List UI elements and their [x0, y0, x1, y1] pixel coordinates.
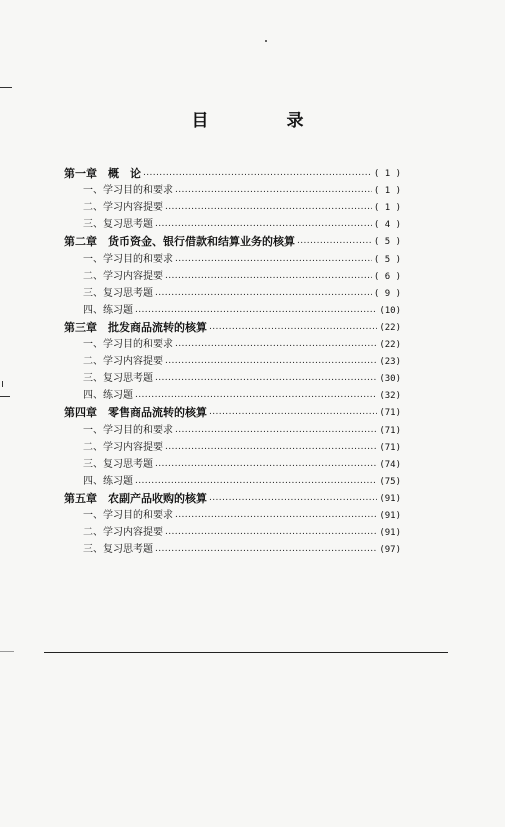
dot-leader [175, 185, 372, 197]
dot-leader [209, 407, 377, 419]
toc-chapter[interactable] [64, 231, 401, 248]
section-title: 一、学习目的和要求 [83, 185, 173, 197]
section-title: 二、学习内容提要 [83, 441, 163, 453]
scan-mark [0, 651, 14, 652]
section-title: 二、学习内容提要 [83, 202, 163, 214]
toc-chapter[interactable] [64, 402, 401, 419]
toc-section[interactable] [64, 334, 401, 351]
section-title: 四、练习题 [83, 475, 133, 487]
section-title: 三、复习思考题 [83, 219, 153, 231]
page-number: (91) [379, 510, 401, 521]
chapter-title: 第二章 货币资金、银行借款和结算业务的核算 [64, 235, 295, 249]
section-title: 一、学习目的和要求 [83, 509, 173, 521]
page-number: (71) [379, 408, 401, 419]
section-title: 四、练习题 [83, 304, 133, 316]
page-number: (32) [379, 391, 401, 402]
page-number: ( 4 ) [373, 220, 401, 231]
page-number: (74) [379, 459, 401, 470]
toc-section[interactable] [64, 454, 401, 471]
page-number: ( 1 ) [373, 169, 401, 180]
dot-leader [165, 271, 372, 283]
section-title: 三、复习思考题 [83, 287, 153, 299]
toc-title: 目 录 [191, 111, 340, 131]
dot-leader [165, 527, 377, 539]
toc-section[interactable] [64, 214, 401, 231]
page-number: ( 5 ) [373, 254, 401, 265]
table-of-contents [64, 163, 401, 556]
toc-chapter[interactable] [64, 488, 401, 505]
toc-section[interactable] [64, 522, 401, 539]
dot-leader [155, 544, 377, 556]
page-number: (10) [379, 305, 401, 316]
page-number: (91) [379, 528, 401, 539]
toc-section[interactable] [64, 351, 401, 368]
toc-section[interactable] [64, 539, 401, 556]
dot-leader [155, 373, 377, 385]
dot-leader [155, 219, 372, 231]
toc-section[interactable] [64, 197, 401, 214]
page-number: (30) [379, 374, 401, 385]
dot-leader [135, 476, 377, 488]
toc-section[interactable] [64, 368, 401, 385]
page-number: ( 5 ) [373, 237, 401, 248]
page-number: ( 6 ) [373, 271, 401, 282]
page-number: (75) [379, 476, 401, 487]
toc-section[interactable] [64, 283, 401, 300]
chapter-title: 第一章 概 论 [64, 167, 141, 181]
dot-leader [135, 305, 377, 317]
dot-leader [175, 254, 372, 266]
toc-section[interactable] [64, 419, 401, 436]
section-title: 三、复习思考题 [83, 544, 153, 556]
dot-leader [135, 390, 377, 402]
section-title: 一、学习目的和要求 [83, 339, 173, 351]
dot-leader [175, 425, 377, 437]
page-number: ( 1 ) [373, 203, 401, 214]
section-title: 三、复习思考题 [83, 458, 153, 470]
page-number: (23) [379, 357, 401, 368]
page-number: (71) [379, 425, 401, 436]
toc-section[interactable] [64, 505, 401, 522]
toc-chapter[interactable] [64, 317, 401, 334]
scan-mark [265, 40, 267, 42]
section-title: 四、练习题 [83, 390, 133, 402]
toc-section[interactable] [64, 266, 401, 283]
section-title: 二、学习内容提要 [83, 356, 163, 368]
toc-section[interactable] [64, 300, 401, 317]
page-number: (71) [379, 442, 401, 453]
dot-leader [209, 322, 377, 334]
section-title: 二、学习内容提要 [83, 527, 163, 539]
page-number: (22) [379, 340, 401, 351]
scan-mark [0, 396, 10, 397]
dot-leader [155, 459, 377, 471]
dot-leader [165, 442, 377, 454]
dot-leader [175, 339, 377, 351]
toc-section[interactable] [64, 248, 401, 265]
section-title: 一、学习目的和要求 [83, 253, 173, 265]
dot-leader [165, 356, 377, 368]
page-number: (97) [379, 545, 401, 556]
dot-leader [175, 510, 377, 522]
toc-section[interactable] [64, 471, 401, 488]
dot-leader [155, 288, 372, 300]
dot-leader [165, 202, 372, 214]
scan-mark [2, 381, 3, 387]
page-number: (22) [379, 322, 401, 333]
chapter-title: 第四章 零售商品流转的核算 [64, 406, 207, 420]
toc-section[interactable] [64, 385, 401, 402]
page-number: ( 1 ) [373, 186, 401, 197]
scan-mark [0, 87, 12, 88]
chapter-title: 第五章 农副产品收购的核算 [64, 491, 207, 505]
page-number: ( 9 ) [373, 288, 401, 299]
section-title: 一、学习目的和要求 [83, 424, 173, 436]
dot-leader [297, 236, 372, 248]
dot-leader [143, 168, 372, 180]
bottom-rule [44, 652, 448, 653]
toc-section[interactable] [64, 437, 401, 454]
toc-section[interactable] [64, 180, 401, 197]
section-title: 三、复习思考题 [83, 373, 153, 385]
toc-chapter[interactable] [64, 163, 401, 180]
section-title: 二、学习内容提要 [83, 270, 163, 282]
page-number: (91) [379, 493, 401, 504]
chapter-title: 第三章 批发商品流转的核算 [64, 320, 207, 334]
dot-leader [209, 493, 377, 505]
